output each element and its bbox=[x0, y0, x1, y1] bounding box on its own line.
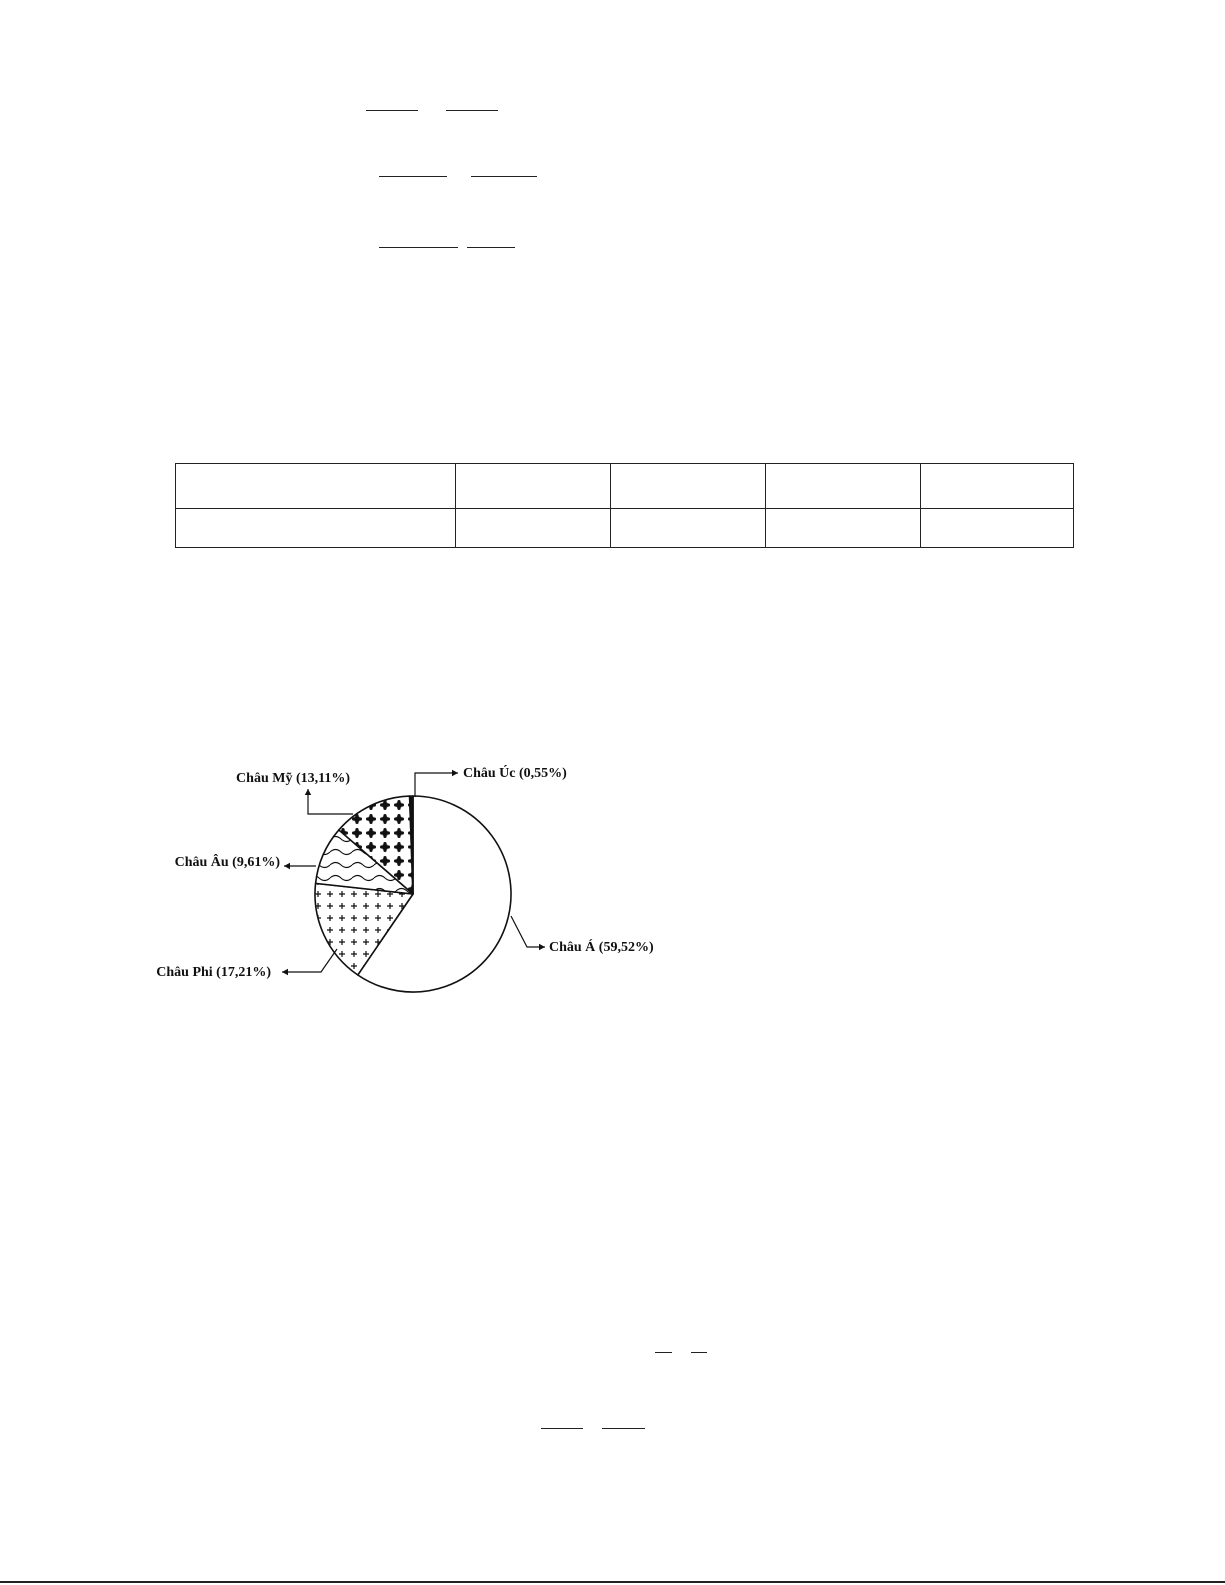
callout-arrowhead bbox=[539, 944, 545, 950]
callout-arrowhead bbox=[452, 770, 458, 776]
page-bottom-rule bbox=[0, 1581, 1225, 1583]
slice-label: Châu Phi (17,21%) bbox=[156, 965, 271, 980]
callout-arrowhead bbox=[305, 789, 311, 795]
slice-label: Châu Âu (9,61%) bbox=[174, 855, 280, 870]
slice-label: Châu Úc (0,55%) bbox=[463, 766, 567, 781]
callout-line bbox=[511, 916, 545, 947]
callout-line bbox=[415, 773, 458, 797]
callout-arrowhead bbox=[284, 863, 290, 869]
callout-line bbox=[308, 789, 353, 814]
callout-line bbox=[282, 949, 337, 972]
slice-label: Châu Mỹ (13,11%) bbox=[236, 771, 350, 786]
callout-arrowhead bbox=[282, 969, 288, 975]
slice-label: Châu Á (59,52%) bbox=[549, 940, 654, 955]
